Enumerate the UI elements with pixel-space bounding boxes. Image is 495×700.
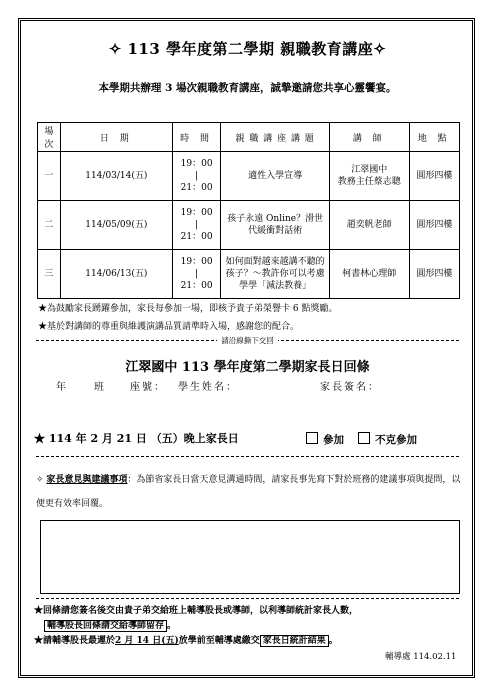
cell-session: 二 [38,201,61,250]
attend-option[interactable] [306,432,344,447]
footer-note-1-cont [44,618,474,631]
cell-speaker: 江翠國中 教務主任蔡志聰 [329,152,409,201]
footer-note-2-deadline: 2 月 14 日(五) [115,636,179,646]
cell-time [172,201,221,250]
time-end: 21：00 [180,281,213,291]
cell-topic: 如何面對越來越講不聽的孩子？～教許你可以考慮學學「減法教養」 [221,250,330,299]
field-parent-signature[interactable]: 家長簽名： [320,382,380,393]
footer-note-1-boxed: 輔導股長回條請交給導師留存 [44,620,167,632]
decline-option[interactable] [358,432,417,447]
lecture-schedule-table [37,122,460,299]
footer-note-2-a: ★請輔導股長最遲於 [34,636,116,646]
attend-label: 參加 [323,434,344,446]
intro-text: 本學期共辦理 3 場次親職教育講座，誠摯邀請您共享心靈饗宴。 [98,82,397,94]
table-row [38,201,460,250]
col-place: 地 點 [409,123,459,152]
page-title: ✧ 113 學年度第二學期 親職教育講座✧ [108,40,387,58]
time-sep: | [195,269,199,279]
footer-note-2-end: 。 [328,636,338,646]
cell-date: 114/06/13(五) [60,250,172,299]
tear-line-text: 請沿線撕下交回 [217,336,278,345]
table-row [38,152,460,201]
suggestion-label: 家長意見與建議事項 [46,475,128,485]
cell-speaker: 趙奕帆老師 [329,201,409,250]
decline-label: 不克參加 [375,434,417,446]
time-end: 21：00 [180,183,213,193]
cell-topic: 適性入學宣導 [221,152,330,201]
suggestion-text: ：為節省家長日當天意見溝通時間，請家長事先寫下對於班務的建議事項與提問，以便更有效率回覆。 [36,475,461,509]
cell-time [172,250,221,299]
footer-note-1-end: 。 [167,621,177,631]
col-date: 日 期 [60,123,172,152]
time-sep: | [195,220,199,230]
tear-line-label [0,335,495,346]
suggestion-icon: ✧ [36,475,47,485]
cell-date: 114/03/14(五) [60,152,172,201]
note-punctuality: ★基於對講師的尊重與維護演講品質請準時入場，感謝您的配合。 [38,322,300,332]
time-sep: | [195,171,199,181]
office-date: 輔導處 114.02.11 [385,652,457,662]
col-time: 時 間 [172,123,221,152]
field-student-name[interactable]: 學生姓名： [178,382,238,393]
reply-slip-title: 江翠國中 113 學年度第二學期家長日回條 [125,360,370,375]
parent-day-event: ★ 114 年 2 月 21 日 （五）晚上家長日 [34,432,239,445]
cell-place: 圓形四樓 [409,201,459,250]
suggestion-box[interactable] [40,520,460,594]
footer-note-2 [34,633,464,646]
divider [36,456,459,457]
cell-place: 圓形四樓 [409,152,459,201]
time-start: 19：00 [180,257,213,267]
suggestion-instructions [36,468,464,516]
cell-place: 圓形四樓 [409,250,459,299]
attend-checkbox[interactable] [306,432,318,444]
footer-note-1-text: ★回條請您簽名後交由貴子弟交給班上輔導股長或導師，以利導師統計家長人數， [34,606,359,616]
cell-time [172,152,221,201]
field-year: 年 [56,382,68,393]
table-header-row [38,123,460,152]
time-end: 21：00 [180,232,213,242]
table-row [38,250,460,299]
cell-speaker: 柯書林心理師 [329,250,409,299]
footer-note-2-boxed: 家長日統計結果 [260,635,329,647]
col-session: 場次 [38,123,61,152]
cell-topic: 孩子永遠 Online？滑世代緩衝對話術 [221,201,330,250]
cell-date: 114/05/09(五) [60,201,172,250]
note-reward: ★為鼓勵家長踴躍參加，家長每參加一場，即核予貴子弟榮譽卡 6 點獎勵。 [38,304,338,314]
cell-session: 一 [38,152,61,201]
footer-note-2-c: 放學前至輔導處繳交 [178,636,260,646]
field-class: 班 [94,382,106,393]
field-seat[interactable]: 座號： [130,382,166,393]
footer-note-1 [34,603,464,616]
col-speaker: 講 師 [329,123,409,152]
divider [36,598,459,599]
decline-checkbox[interactable] [358,432,370,444]
col-topic: 親 職 講 座 講 題 [221,123,330,152]
time-start: 19：00 [180,159,213,169]
cell-session: 三 [38,250,61,299]
time-start: 19：00 [180,208,213,218]
